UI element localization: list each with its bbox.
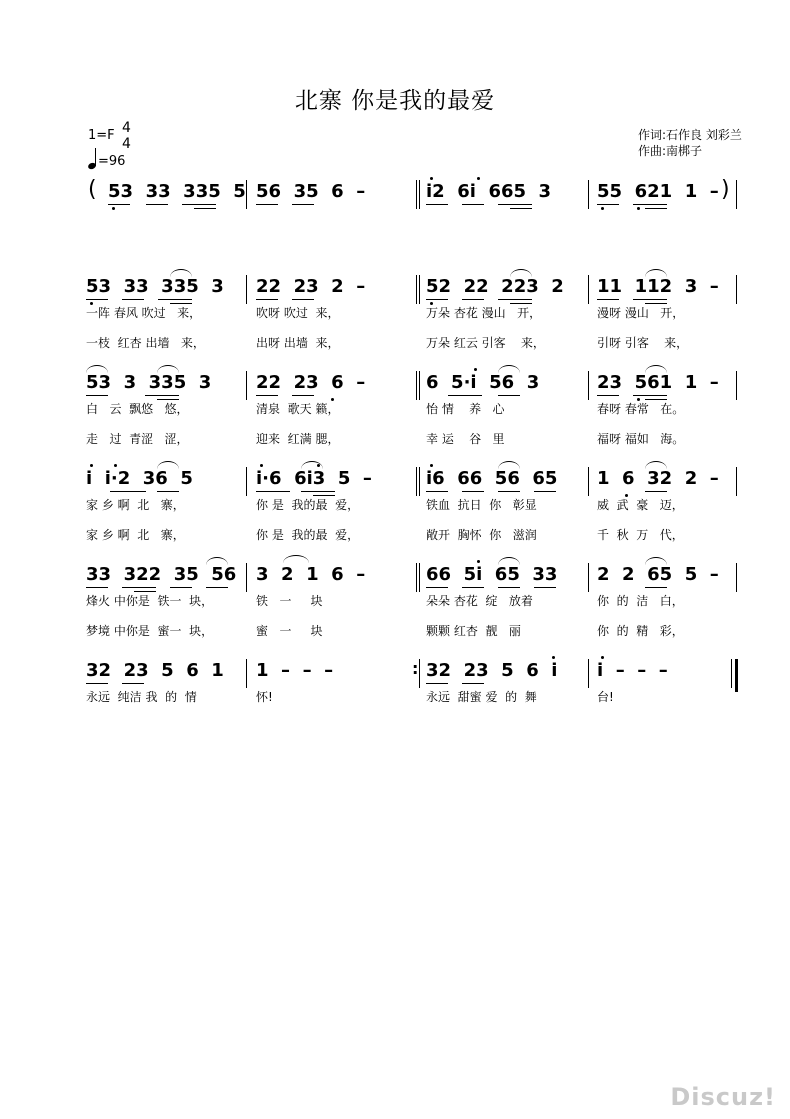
measure: 22 23 6 – — [256, 372, 366, 393]
lyric-line: 迎来 红满 腮， — [256, 432, 340, 446]
measure: 56 35 6 – — [256, 181, 366, 202]
measure: 53 33 335 5 — [108, 181, 246, 202]
barline — [588, 563, 589, 592]
lyric-line: 怀! — [256, 690, 273, 704]
lyric-line: 家 乡 啊 北 寨， — [86, 498, 185, 512]
measure: 55 621 1 – — [597, 181, 719, 202]
barline — [416, 371, 417, 400]
measure: 52 22 223 2 — [426, 276, 564, 297]
barline — [416, 275, 417, 304]
lyric-line: 梦境 中你是 蜜一 块， — [86, 624, 214, 638]
lyric-line: 幸 运 谷 里 — [426, 432, 505, 446]
barline — [731, 659, 732, 688]
lyric-line: 出呀 出墙 来， — [256, 336, 340, 350]
measure: 23 561 1 – — [597, 372, 719, 393]
lyric-line: 威 武 豪 迈， — [597, 498, 684, 512]
barline — [736, 180, 737, 209]
lyric-line: 铁 一 块 — [256, 594, 323, 608]
measure: 53 33 335 3 — [86, 276, 224, 297]
tempo-value: =96 — [98, 154, 126, 169]
lyric-line: 你 是 我的最 爱， — [256, 498, 360, 512]
close-paren: ) — [721, 177, 730, 202]
lyric-line: 永远 甜蜜 爱 的 舞 — [426, 690, 537, 704]
score-line-4 — [0, 467, 790, 557]
measure: 2 2 65 5 – — [597, 564, 719, 585]
barline — [419, 275, 420, 304]
lyric-line: 春呀 春常 在。 — [597, 402, 685, 416]
lyric-line: 一枝 红杏 出墙 来， — [86, 336, 205, 350]
lyric-line: 怡 情 养 心 — [426, 402, 505, 416]
barline — [419, 180, 420, 209]
score-line-1 — [0, 177, 790, 270]
barline — [419, 371, 420, 400]
barline — [246, 180, 247, 209]
lyric-line: 颗颗 红杏 靓 丽 — [426, 624, 521, 638]
barline — [588, 275, 589, 304]
barline — [419, 659, 420, 688]
measure: 33 322 35 56 — [86, 564, 237, 585]
lyric-line: 家 乡 啊 北 寨， — [86, 528, 185, 542]
barline — [736, 467, 737, 496]
lyric-line: 你 的 洁 白， — [597, 594, 684, 608]
tempo-marking — [88, 147, 125, 171]
measure: 53 3 335 3 — [86, 372, 212, 393]
measure: i i·2 36 5 — [86, 468, 193, 489]
lyric-line: 白 云 飘悠 悠， — [86, 402, 189, 416]
repeat-sign: : — [412, 659, 419, 678]
barline — [588, 371, 589, 400]
lyric-line: 福呀 福如 海。 — [597, 432, 685, 446]
measure: 6 5·i 56 3 — [426, 372, 540, 393]
lyric-line: 清泉 歌天 籁， — [256, 402, 340, 416]
time-signature-top: 4 — [122, 120, 131, 136]
barline — [588, 180, 589, 209]
barline — [416, 467, 417, 496]
lyric-line: 吹呀 吹过 来， — [256, 306, 340, 320]
measure: 1 6 32 2 – — [597, 468, 719, 489]
lyric-line: 铁血 抗日 你 彰显 — [426, 498, 537, 512]
lyric-line: 千 秋 万 代， — [597, 528, 684, 542]
barline — [736, 371, 737, 400]
barline — [416, 180, 417, 209]
lyric-line: 蜜 一 块 — [256, 624, 323, 638]
measure: i2 6i 665 3 — [426, 181, 552, 202]
final-barline — [735, 659, 738, 692]
lyric-line: 你 是 我的最 爱， — [256, 528, 360, 542]
song-title: 北寨 你是我的最爱 — [294, 88, 496, 114]
barline — [246, 467, 247, 496]
lyric-line: 走 过 青涩 涩， — [86, 432, 189, 446]
measure: 3 2 1 6 – — [256, 564, 366, 585]
measure: 66 5i 65 33 — [426, 564, 558, 585]
barline — [419, 563, 420, 592]
barline — [246, 371, 247, 400]
lyricist-credit: 作词:石作良 刘彩兰 — [638, 128, 742, 142]
barline — [588, 467, 589, 496]
lyric-line: 烽火 中你是 铁一 块， — [86, 594, 214, 608]
open-paren: ( — [88, 177, 97, 202]
measure: i – – – — [597, 660, 668, 681]
lyric-line: 敞开 胸怀 你 滋润 — [426, 528, 537, 542]
barline — [736, 563, 737, 592]
lyric-line: 漫呀 漫山 开， — [597, 306, 685, 320]
lyric-line: 你 的 精 彩， — [597, 624, 684, 638]
measure: 11 112 3 – — [597, 276, 719, 297]
score-line-6 — [0, 659, 790, 749]
watermark: Discuz! — [670, 1083, 776, 1111]
barline — [419, 467, 420, 496]
measure: 32 23 5 6 1 — [86, 660, 224, 681]
key-signature: 1=F — [88, 128, 115, 143]
measure: 1 – – – — [256, 660, 334, 681]
measure: 22 23 2 – — [256, 276, 366, 297]
lyric-line: 万朵 杏花 漫山 开， — [426, 306, 542, 320]
credits — [638, 127, 742, 159]
measure: i6 66 56 65 — [426, 468, 558, 489]
lyric-line: 台! — [597, 690, 614, 704]
barline — [246, 563, 247, 592]
lyric-line: 一阵 春风 吹过 来， — [86, 306, 202, 320]
composer-credit: 作曲:南梆子 — [638, 144, 703, 158]
measure: i·6 6i3 5 – — [256, 468, 372, 489]
lyric-line: 万朵 红云 引客 来， — [426, 336, 545, 350]
score-line-2 — [0, 275, 790, 365]
lyric-line: 永远 纯洁 我 的 情 — [86, 690, 197, 704]
barline — [246, 275, 247, 304]
barline — [736, 275, 737, 304]
barline — [588, 659, 589, 688]
lyric-line: 引呀 引客 来， — [597, 336, 689, 350]
time-signature-bottom: 4 — [122, 136, 131, 152]
barline — [246, 659, 247, 688]
quarter-note-icon — [88, 147, 98, 169]
score-line-5 — [0, 563, 790, 653]
lyric-line: 朵朵 杏花 绽 放着 — [426, 594, 533, 608]
measure: 32 23 5 6 i — [426, 660, 558, 681]
score-line-3 — [0, 371, 790, 461]
barline — [416, 563, 417, 592]
